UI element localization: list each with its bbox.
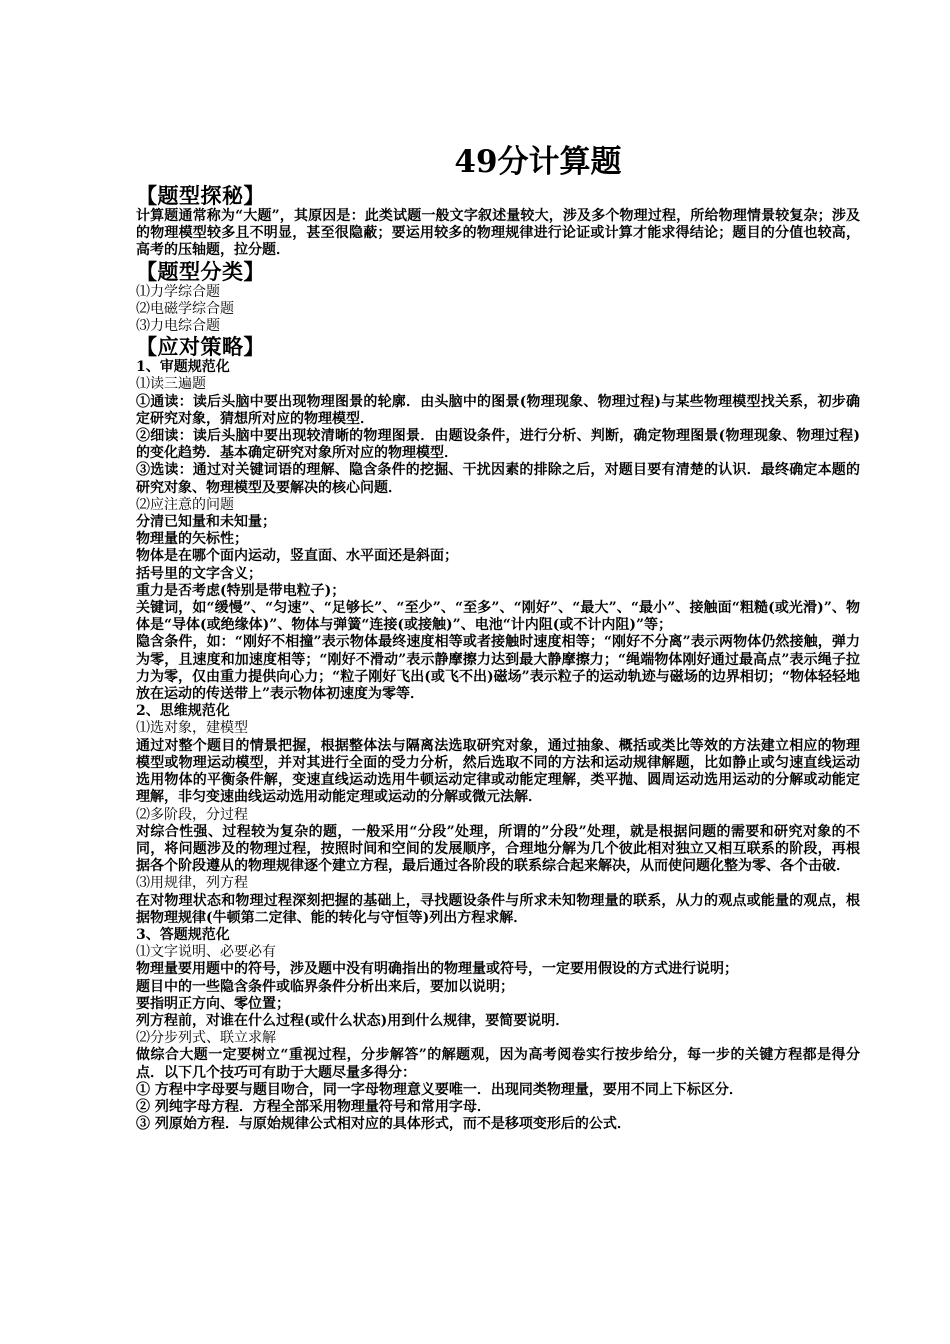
paragraph: 关键词，如“缓慢”、“匀速”、“足够长”、“至少”、“至多”、“刚好”、“最大”、“最小”、接触面“粗糙(或光滑)”、物体是“导体(或绝缘体)”、物体与弹簧“连接(或接触)”、电池“计内阻(或不计内阻)”等； bbox=[136, 600, 860, 634]
paragraph: 在对物理状态和物理过程深刻把握的基础上，寻找题设条件与所求未知物理量的联系，从力的观点或能量的观点，根据物理规律(牛顿第二定律、能的转化与守恒等)列出方程求解． bbox=[136, 892, 860, 926]
section-heading-strategy: 【应对策略】 bbox=[136, 334, 265, 360]
paragraph: 分清已知量和未知量； bbox=[136, 514, 276, 531]
subheading: ⑵分步列式、联立求解 bbox=[136, 1030, 276, 1047]
paragraph: ②细读：读后头脑中要出现较清晰的物理图景．由题设条件，进行分析、判断，确定物理图景(物理现象、物理过程)的变化趋势．基本确定研究对象所对应的物理模型． bbox=[136, 428, 860, 462]
subheading: ⑴选对象，建模型 bbox=[136, 720, 248, 737]
paragraph: 物理量要用题中的符号，涉及题中没有明确指出的物理量或符号，一定要用假设的方式进行说明； bbox=[136, 961, 738, 978]
paragraph: 隐含条件，如：“刚好不相撞”表示物体最终速度相等或者接触时速度相等；“刚好不分离”表示两物体仍然接触，弹力为零，且速度和加速度相等；“刚好不滑动”表示静摩擦力达到最大静摩擦力；“绳端物体刚好通过最高点”表示绳子拉力为零，仅由重力提供向心力；“粒子刚好飞出(或飞不出)磁场”表示粒子的运动轨迹与磁场的边界相切；“物体轻轻地放在运动的传送带上”表示物体初速度为零等． bbox=[136, 634, 860, 703]
subheading: ⑴文字说明、必要必有 bbox=[136, 944, 276, 961]
paragraph: 物理量的矢标性； bbox=[136, 531, 248, 548]
section-heading-types: 【题型分类】 bbox=[136, 258, 265, 284]
type-item: ⑵电磁学综合题 bbox=[136, 300, 234, 317]
paragraph: ③ 列原始方程．与原始规律公式相对应的具体形式，而不是移项变形后的公式． bbox=[136, 1116, 631, 1133]
subheading: ⑵多阶段，分过程 bbox=[136, 806, 248, 823]
paragraph: 重力是否考虑(特别是带电粒子)； bbox=[136, 582, 346, 599]
paragraph: 对综合性强、过程较为复杂的题，一般采用“分段”处理，所谓的”分段”处理，就是根据问题的需要和研究对象的不同，将问题涉及的物理过程，按照时间和空间的发展顺序，合理地分解为几个彼此相对独立又相互联系的阶段，再根据各个阶段遵从的物理规律逐个建立方程，最后通过各阶段的联系综合起来解决，从而使问题化整为零、各个击破． bbox=[136, 823, 860, 875]
paragraph: ③选读：通过对关键词语的理解、隐含条件的挖掘、干扰因素的排除之后，对题目要有清楚的认识．最终确定本题的研究对象、物理模型及要解决的核心问题． bbox=[136, 462, 860, 496]
type-item: ⑶力电综合题 bbox=[136, 318, 220, 335]
paragraph: 题目中的一些隐含条件或临界条件分析出来后，要加以说明； bbox=[136, 978, 514, 995]
paragraph: 通过对整个题目的情景把握，根据整体法与隔离法选取研究对象，通过抽象、概括或类比等效的方法建立相应的物理模型或物理运动模型，并对其进行全面的受力分析，然后选取不同的方法和运动规律解题，比如静止或匀速直线运动选用物体的平衡条件解，变速直线运动选用牛顿运动定律或动能定理解，类平抛、圆周运动选用运动的分解或动能定理解，非匀变速曲线运动选用动能定理或运动的分解或微元法解． bbox=[136, 737, 860, 806]
subheading: ⑶用规律，列方程 bbox=[136, 875, 248, 892]
page-title: 49分计算题 bbox=[454, 144, 622, 180]
paragraph: 要指明正方向、零位置； bbox=[136, 995, 290, 1012]
subheading: 2、思维规范化 bbox=[136, 703, 230, 720]
subheading: ⑴读三遍题 bbox=[136, 376, 206, 393]
document-page bbox=[136, 140, 860, 1133]
subheading: 1、审题规范化 bbox=[136, 359, 230, 376]
paragraph: 做综合大题一定要树立“重视过程，分步解答”的解题观，因为高考阅卷实行按步给分，每一步的关键方程都是得分点．以下几个技巧可有助于大题尽量多得分： bbox=[136, 1047, 860, 1081]
section-heading-explore: 【题型探秘】 bbox=[136, 183, 265, 208]
intro-paragraph: 计算题通常称为“大题”，其原因是：此类试题一般文字叙述量较大，涉及多个物理过程，所给物理情景较复杂；涉及的物理模型较多且不明显，甚至很隐蔽；要运用较多的物理规律进行论证或计算才能求得结论；题目的分值也较高，高考的压轴题，拉分题． bbox=[136, 208, 860, 259]
paragraph: 列方程前，对谁在什么过程(或什么状态)用到什么规律，要简要说明． bbox=[136, 1012, 570, 1029]
subheading: 3、答题规范化 bbox=[136, 926, 230, 943]
paragraph: ① 方程中字母要与题目吻合，同一字母物理意义要唯一．出现同类物理量，要用不同上下标区分． bbox=[136, 1081, 743, 1098]
paragraph: 括号里的文字含义； bbox=[136, 565, 262, 582]
paragraph: ①通读：读后头脑中要出现物理图景的轮廓．由头脑中的图景(物理现象、物理过程)与某些物理模型找关系，初步确定研究对象，猜想所对应的物理模型． bbox=[136, 393, 860, 427]
paragraph: ② 列纯字母方程．方程全部采用物理量符号和常用字母． bbox=[136, 1098, 491, 1115]
paragraph: 物体是在哪个面内运动，竖直面、水平面还是斜面； bbox=[136, 548, 458, 565]
type-item: ⑴力学综合题 bbox=[136, 283, 220, 300]
subheading: ⑵应注意的问题 bbox=[136, 496, 234, 513]
